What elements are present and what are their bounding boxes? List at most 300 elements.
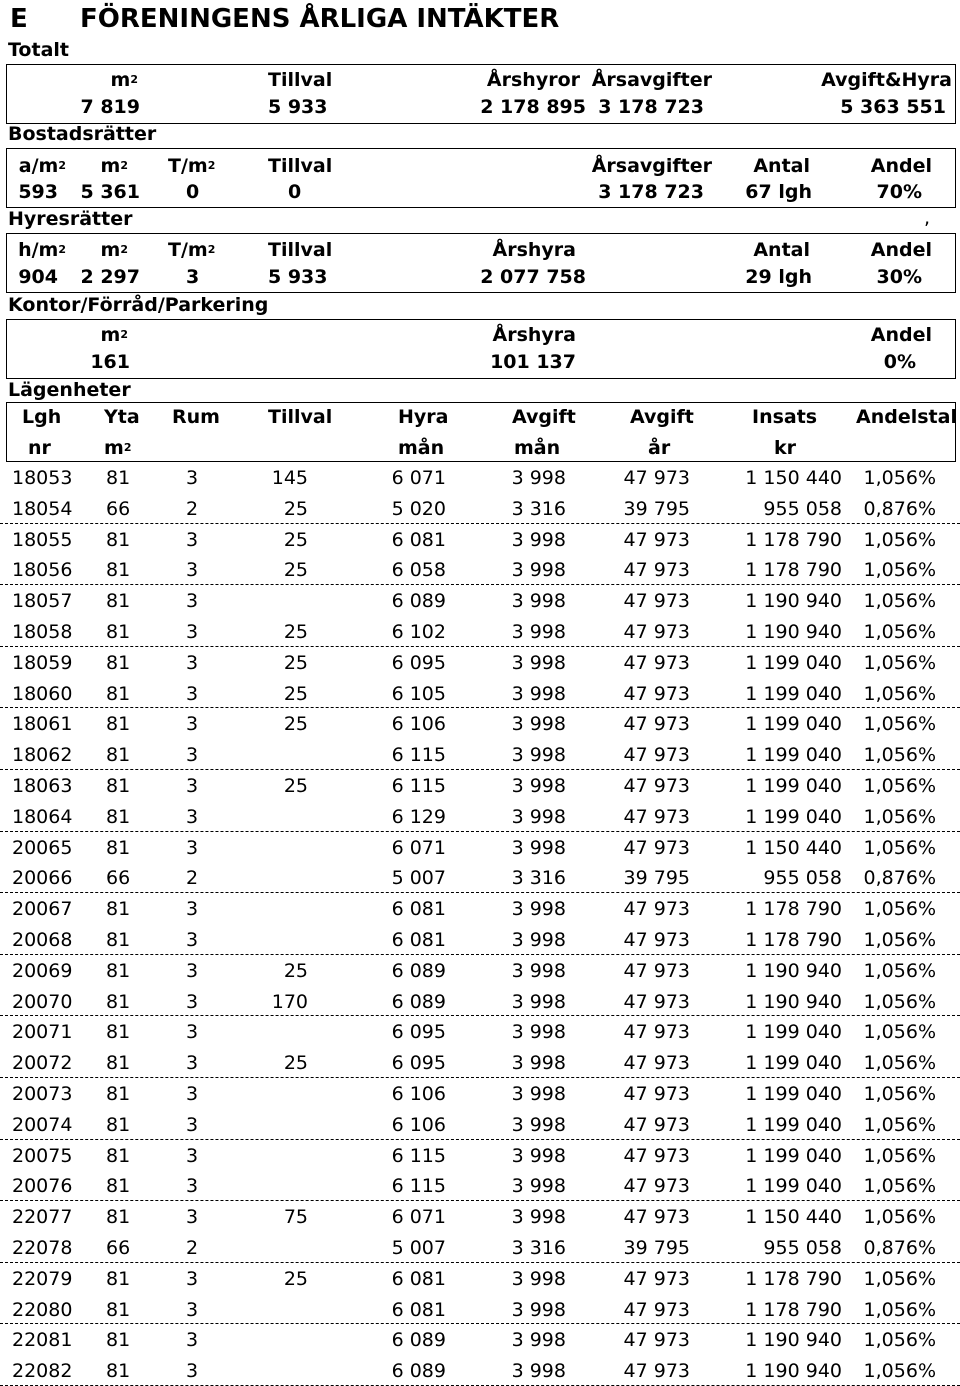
- page-title: FÖRENINGENS ÅRLIGA INTÄKTER: [80, 4, 560, 34]
- table-row: [0, 1324, 960, 1355]
- cell-avgift-man: 3 316: [511, 1236, 566, 1259]
- cell-yta: 81: [106, 620, 131, 643]
- hr-h-tillval: Tillval: [268, 239, 333, 261]
- cell-yta: 66: [106, 1236, 131, 1259]
- cell-rum: 3: [186, 1175, 199, 1198]
- cell-avgift-ar: 47 973: [623, 1021, 690, 1044]
- br-v-andel: 70%: [876, 181, 922, 203]
- cell-hyra: 6 115: [391, 774, 446, 797]
- cell-avgift-man: 3 998: [511, 467, 566, 489]
- cell-insats: 955 058: [763, 497, 842, 520]
- cell-insats: 1 199 040: [745, 1021, 842, 1044]
- cell-insats: 1 199 040: [745, 1082, 842, 1105]
- table-row: [0, 1016, 960, 1047]
- cell-rum: 3: [186, 1144, 199, 1167]
- cell-avgift-ar: 47 973: [623, 1082, 690, 1105]
- cell-lgh-nr: 22078: [12, 1236, 73, 1259]
- cell-lgh-nr: 18058: [12, 620, 73, 643]
- lagenheter-label: Lägenheter: [8, 379, 131, 401]
- bostadsratter-label: Bostadsrätter: [8, 123, 157, 145]
- cell-andelstal: 1,056%: [863, 959, 936, 982]
- cell-andelstal: 1,056%: [863, 467, 936, 489]
- cell-insats: 1 178 790: [745, 528, 842, 551]
- cell-avgift-ar: 47 973: [623, 1144, 690, 1167]
- cell-lgh-nr: 20067: [12, 898, 73, 921]
- cell-avgift-man: 3 316: [511, 867, 566, 890]
- cell-insats: 955 058: [763, 867, 842, 890]
- cell-rum: 3: [186, 528, 199, 551]
- cell-insats: 1 199 040: [745, 651, 842, 674]
- cell-lgh-nr: 22081: [12, 1329, 73, 1352]
- cell-avgift-ar: 47 973: [623, 1052, 690, 1075]
- cell-insats: 1 150 440: [745, 1206, 842, 1229]
- cell-andelstal: 0,876%: [863, 497, 936, 520]
- br-h-andel: Andel: [870, 155, 932, 177]
- table-row: [0, 493, 960, 524]
- cell-lgh-nr: 18054: [12, 497, 73, 520]
- table-row: [0, 1232, 960, 1263]
- cell-rum: 3: [186, 805, 199, 828]
- totalt-h-tillval: Tillval: [268, 69, 333, 91]
- cell-tillval: 25: [283, 528, 308, 551]
- kontor-v-m2: 161: [90, 351, 130, 373]
- cell-tillval: 25: [283, 713, 308, 736]
- cell-lgh-nr: 18057: [12, 590, 73, 613]
- cell-avgift-man: 3 998: [511, 559, 566, 582]
- cell-andelstal: 1,056%: [863, 1175, 936, 1198]
- cell-insats: 1 199 040: [745, 774, 842, 797]
- cell-hyra: 5 020: [391, 497, 446, 520]
- kontor-h-andel: Andel: [870, 324, 932, 346]
- cell-hyra: 5 007: [391, 1236, 446, 1259]
- table-row: [0, 832, 960, 863]
- lgh-h-avgift-man-unit: mån: [514, 437, 561, 459]
- cell-avgift-ar: 47 973: [623, 713, 690, 736]
- cell-andelstal: 1,056%: [863, 836, 936, 859]
- lgh-h-nr: nr: [28, 437, 51, 459]
- table-row: [0, 893, 960, 924]
- table-row: [0, 1140, 960, 1171]
- cell-rum: 3: [186, 682, 199, 705]
- cell-lgh-nr: 22079: [12, 1267, 73, 1290]
- cell-avgift-ar: 47 973: [623, 928, 690, 951]
- table-row: [0, 1170, 960, 1201]
- cell-avgift-man: 3 998: [511, 1329, 566, 1352]
- cell-avgift-man: 3 998: [511, 1052, 566, 1075]
- cell-insats: 1 199 040: [745, 1144, 842, 1167]
- cell-avgift-ar: 47 973: [623, 744, 690, 767]
- summary-header: [0, 0, 960, 462]
- cell-avgift-ar: 47 973: [623, 836, 690, 859]
- cell-avgift-man: 3 998: [511, 990, 566, 1013]
- table-row: [0, 1355, 960, 1386]
- hr-v-hm2: 904: [18, 266, 58, 288]
- br-h-antal: Antal: [753, 155, 810, 177]
- cell-avgift-man: 3 998: [511, 1175, 566, 1198]
- cell-andelstal: 1,056%: [863, 651, 936, 674]
- kontor-h-m2: $m^2$: [100, 324, 128, 346]
- cell-rum: 3: [186, 744, 199, 767]
- table-row: [0, 1294, 960, 1325]
- cell-lgh-nr: 20076: [12, 1175, 73, 1198]
- cell-hyra: 6 115: [391, 1175, 446, 1198]
- cell-andelstal: 1,056%: [863, 1144, 936, 1167]
- cell-andelstal: 0,876%: [863, 1236, 936, 1259]
- cell-yta: 81: [106, 774, 131, 797]
- cell-rum: 3: [186, 1052, 199, 1075]
- hr-v-m2: 2 297: [80, 266, 140, 288]
- cell-insats: 1 150 440: [745, 467, 842, 489]
- cell-avgift-ar: 39 795: [623, 497, 690, 520]
- cell-avgift-man: 3 998: [511, 1113, 566, 1136]
- cell-avgift-ar: 47 973: [623, 651, 690, 674]
- cell-avgift-man: 3 998: [511, 1206, 566, 1229]
- cell-hyra: 6 089: [391, 1329, 446, 1352]
- cell-avgift-man: 3 998: [511, 651, 566, 674]
- br-v-tm2: 0: [186, 181, 200, 203]
- lgh-h-avgift-man: Avgift: [512, 406, 576, 428]
- totalt-v-tillval: 5 933: [268, 96, 328, 118]
- cell-tillval: 25: [283, 774, 308, 797]
- totalt-h-avgifthyra: Avgift&Hyra: [821, 69, 952, 91]
- cell-tillval: 25: [283, 959, 308, 982]
- br-h-tm2: $T/m^2$: [168, 155, 216, 177]
- table-row: [0, 678, 960, 709]
- hr-h-m2: $m^2$: [100, 239, 128, 261]
- totalt-v-m2: 7 819: [80, 96, 140, 118]
- cell-yta: 81: [106, 1113, 131, 1136]
- cell-yta: 81: [106, 713, 131, 736]
- cell-andelstal: 1,056%: [863, 1113, 936, 1136]
- cell-lgh-nr: 20066: [12, 867, 73, 890]
- cell-yta: 81: [106, 1267, 131, 1290]
- cell-insats: 1 190 940: [745, 959, 842, 982]
- cell-avgift-ar: 47 973: [623, 774, 690, 797]
- cell-yta: 81: [106, 1052, 131, 1075]
- cell-avgift-ar: 39 795: [623, 867, 690, 890]
- hyresratter-label: Hyresrätter: [8, 208, 133, 230]
- table-row: [0, 924, 960, 955]
- cell-avgift-man: 3 998: [511, 1360, 566, 1383]
- br-v-am2: 593: [18, 181, 58, 203]
- table-row: [0, 770, 960, 801]
- cell-hyra: 6 095: [391, 1021, 446, 1044]
- cell-tillval: 25: [283, 1267, 308, 1290]
- lgh-h-rum: Rum: [172, 406, 220, 428]
- cell-hyra: 6 081: [391, 528, 446, 551]
- cell-lgh-nr: 20068: [12, 928, 73, 951]
- br-h-arsavgifter: Årsavgifter: [591, 155, 712, 177]
- cell-yta: 81: [106, 528, 131, 551]
- cell-avgift-man: 3 316: [511, 497, 566, 520]
- cell-avgift-ar: 47 973: [623, 682, 690, 705]
- cell-insats: 1 199 040: [745, 805, 842, 828]
- cell-andelstal: 1,056%: [863, 620, 936, 643]
- hr-h-antal: Antal: [753, 239, 810, 261]
- br-h-m2: $m^2$: [100, 155, 128, 177]
- cell-andelstal: 1,056%: [863, 1206, 936, 1229]
- cell-hyra: 6 106: [391, 1113, 446, 1136]
- cell-insats: 1 178 790: [745, 928, 842, 951]
- cell-andelstal: 0,876%: [863, 867, 936, 890]
- cell-hyra: 6 129: [391, 805, 446, 828]
- cell-yta: 81: [106, 959, 131, 982]
- cell-lgh-nr: 18059: [12, 651, 73, 674]
- cell-hyra: 6 071: [391, 1206, 446, 1229]
- cell-yta: 81: [106, 1021, 131, 1044]
- cell-avgift-man: 3 998: [511, 528, 566, 551]
- cell-andelstal: 1,056%: [863, 774, 936, 797]
- cell-insats: 1 199 040: [745, 744, 842, 767]
- cell-hyra: 6 058: [391, 559, 446, 582]
- lgh-h-andelstal: Andelstal: [856, 406, 957, 428]
- cell-yta: 81: [106, 805, 131, 828]
- cell-hyra: 6 089: [391, 1360, 446, 1383]
- cell-yta: 81: [106, 467, 131, 489]
- totalt-v-arshyror: 2 178 895: [480, 96, 586, 118]
- cell-hyra: 6 115: [391, 1144, 446, 1167]
- cell-insats: 1 190 940: [745, 590, 842, 613]
- bostadsratter-box: [6, 148, 956, 208]
- cell-lgh-nr: 20070: [12, 990, 73, 1013]
- cell-andelstal: 1,056%: [863, 805, 936, 828]
- totalt-v-arsavgifter: 3 178 723: [598, 96, 704, 118]
- kontor-h-arshyra: Årshyra: [492, 324, 576, 346]
- table-row: [0, 801, 960, 832]
- hr-v-antal: 29 lgh: [745, 266, 812, 288]
- cell-rum: 3: [186, 959, 199, 982]
- cell-yta: 66: [106, 867, 131, 890]
- totalt-h-arsavgifter: Årsavgifter: [591, 69, 712, 91]
- table-row: [0, 1201, 960, 1232]
- cell-andelstal: 1,056%: [863, 1082, 936, 1105]
- cell-avgift-man: 3 998: [511, 1267, 566, 1290]
- cell-rum: 3: [186, 898, 199, 921]
- cell-avgift-ar: 39 795: [623, 1236, 690, 1259]
- cell-avgift-ar: 47 973: [623, 990, 690, 1013]
- cell-hyra: 6 081: [391, 1298, 446, 1321]
- cell-yta: 81: [106, 651, 131, 674]
- lgh-h-avgift-ar-unit: år: [648, 437, 671, 459]
- cell-avgift-ar: 47 973: [623, 1267, 690, 1290]
- cell-yta: 81: [106, 682, 131, 705]
- cell-insats: 1 190 940: [745, 990, 842, 1013]
- totalt-label: Totalt: [8, 39, 69, 61]
- cell-avgift-man: 3 998: [511, 590, 566, 613]
- table-row: [0, 462, 960, 493]
- cell-lgh-nr: 18060: [12, 682, 73, 705]
- cell-tillval: 75: [283, 1206, 308, 1229]
- cell-insats: 1 199 040: [745, 1052, 842, 1075]
- cell-lgh-nr: 18055: [12, 528, 73, 551]
- cell-hyra: 6 106: [391, 1082, 446, 1105]
- table-row: [0, 585, 960, 616]
- cell-lgh-nr: 20065: [12, 836, 73, 859]
- cell-rum: 3: [186, 1329, 199, 1352]
- cell-andelstal: 1,056%: [863, 744, 936, 767]
- cell-hyra: 6 081: [391, 898, 446, 921]
- br-v-antal: 67 lgh: [745, 181, 812, 203]
- cell-avgift-man: 3 998: [511, 898, 566, 921]
- cell-avgift-ar: 47 973: [623, 467, 690, 489]
- cell-lgh-nr: 18053: [12, 467, 73, 489]
- cell-andelstal: 1,056%: [863, 1021, 936, 1044]
- cell-avgift-man: 3 998: [511, 1082, 566, 1105]
- section-letter: E: [10, 4, 28, 34]
- cell-tillval: 25: [283, 682, 308, 705]
- cell-yta: 81: [106, 1144, 131, 1167]
- cell-yta: 81: [106, 898, 131, 921]
- cell-yta: 81: [106, 1329, 131, 1352]
- cell-lgh-nr: 18063: [12, 774, 73, 797]
- cell-rum: 3: [186, 1206, 199, 1229]
- cell-insats: 1 190 940: [745, 620, 842, 643]
- hr-h-andel: Andel: [870, 239, 932, 261]
- cell-lgh-nr: 22082: [12, 1360, 73, 1383]
- table-row: [0, 1047, 960, 1078]
- apartment-table: [0, 462, 960, 1386]
- cell-andelstal: 1,056%: [863, 713, 936, 736]
- cell-tillval: 25: [283, 559, 308, 582]
- cell-avgift-man: 3 998: [511, 1298, 566, 1321]
- cell-avgift-ar: 47 973: [623, 620, 690, 643]
- kontor-box: [6, 319, 956, 379]
- cell-rum: 2: [186, 867, 199, 890]
- cell-andelstal: 1,056%: [863, 1267, 936, 1290]
- cell-andelstal: 1,056%: [863, 928, 936, 951]
- lgh-h-tillval: Tillval: [268, 406, 333, 428]
- cell-yta: 81: [106, 1298, 131, 1321]
- hr-h-arshyra: Årshyra: [492, 239, 576, 261]
- lgh-h-m2: $m^2$: [104, 437, 132, 459]
- cell-avgift-man: 3 998: [511, 713, 566, 736]
- cell-andelstal: 1,056%: [863, 1298, 936, 1321]
- table-row: [0, 1263, 960, 1294]
- cell-tillval: 25: [283, 620, 308, 643]
- cell-hyra: 6 071: [391, 467, 446, 489]
- cell-avgift-man: 3 998: [511, 1144, 566, 1167]
- br-v-arsavgifter: 3 178 723: [598, 181, 704, 203]
- cell-avgift-man: 3 998: [511, 682, 566, 705]
- cell-hyra: 6 089: [391, 990, 446, 1013]
- cell-lgh-nr: 20074: [12, 1113, 73, 1136]
- cell-hyra: 6 115: [391, 744, 446, 767]
- cell-avgift-ar: 47 973: [623, 959, 690, 982]
- cell-avgift-ar: 47 973: [623, 805, 690, 828]
- cell-hyra: 6 095: [391, 1052, 446, 1075]
- cell-rum: 3: [186, 1113, 199, 1136]
- table-row: [0, 739, 960, 770]
- hr-v-tillval: 5 933: [268, 266, 328, 288]
- totalt-h-arshyror: Årshyror: [486, 69, 580, 91]
- cell-avgift-ar: 47 973: [623, 590, 690, 613]
- cell-avgift-ar: 47 973: [623, 528, 690, 551]
- cell-andelstal: 1,056%: [863, 1360, 936, 1383]
- table-row: [0, 554, 960, 585]
- lgh-h-lgh: Lgh: [22, 406, 62, 428]
- lgh-h-insats: Insats: [752, 406, 818, 428]
- cell-yta: 81: [106, 590, 131, 613]
- lgh-h-avgift-ar: Avgift: [630, 406, 694, 428]
- cell-hyra: 6 105: [391, 682, 446, 705]
- cell-rum: 3: [186, 1298, 199, 1321]
- cell-hyra: 6 095: [391, 651, 446, 674]
- cell-yta: 81: [106, 559, 131, 582]
- lgh-h-hyra: Hyra: [398, 406, 449, 428]
- cell-insats: 1 190 940: [745, 1329, 842, 1352]
- cell-yta: 81: [106, 990, 131, 1013]
- cell-rum: 3: [186, 590, 199, 613]
- lgh-h-yta: Yta: [104, 406, 140, 428]
- cell-yta: 81: [106, 1175, 131, 1198]
- cell-lgh-nr: 20072: [12, 1052, 73, 1075]
- cell-andelstal: 1,056%: [863, 590, 936, 613]
- cell-avgift-ar: 47 973: [623, 1113, 690, 1136]
- hyresratter-comma: ,: [923, 207, 930, 229]
- table-row: [0, 708, 960, 739]
- cell-hyra: 5 007: [391, 867, 446, 890]
- cell-tillval: 25: [283, 651, 308, 674]
- cell-lgh-nr: 22080: [12, 1298, 73, 1321]
- cell-hyra: 6 081: [391, 928, 446, 951]
- cell-lgh-nr: 22077: [12, 1206, 73, 1229]
- table-row: [0, 955, 960, 986]
- cell-avgift-ar: 47 973: [623, 1298, 690, 1321]
- cell-insats: 1 178 790: [745, 1298, 842, 1321]
- br-v-m2: 5 361: [80, 181, 140, 203]
- cell-hyra: 6 089: [391, 959, 446, 982]
- cell-insats: 1 199 040: [745, 1175, 842, 1198]
- cell-lgh-nr: 18056: [12, 559, 73, 582]
- cell-rum: 3: [186, 713, 199, 736]
- cell-avgift-man: 3 998: [511, 744, 566, 767]
- cell-insats: 1 178 790: [745, 559, 842, 582]
- cell-yta: 81: [106, 1206, 131, 1229]
- cell-rum: 3: [186, 774, 199, 797]
- cell-rum: 3: [186, 1082, 199, 1105]
- cell-insats: 1 199 040: [745, 713, 842, 736]
- cell-rum: 3: [186, 559, 199, 582]
- table-row: [0, 862, 960, 893]
- cell-lgh-nr: 20071: [12, 1021, 73, 1044]
- cell-insats: 1 199 040: [745, 682, 842, 705]
- cell-avgift-man: 3 998: [511, 620, 566, 643]
- cell-rum: 3: [186, 1267, 199, 1290]
- br-v-tillval: 0: [288, 181, 302, 203]
- cell-tillval: 25: [283, 497, 308, 520]
- cell-rum: 3: [186, 990, 199, 1013]
- totalt-h-m2: $m^2$: [110, 69, 138, 91]
- table-row: [0, 1078, 960, 1109]
- hr-h-hm2: $h/m^2$: [18, 239, 66, 261]
- cell-avgift-ar: 47 973: [623, 1206, 690, 1229]
- hr-v-andel: 30%: [876, 266, 922, 288]
- cell-insats: 1 190 940: [745, 1360, 842, 1383]
- cell-rum: 2: [186, 1236, 199, 1259]
- cell-rum: 3: [186, 1360, 199, 1383]
- table-row: [0, 616, 960, 647]
- cell-lgh-nr: 18061: [12, 713, 73, 736]
- lgh-h-insats-kr: kr: [774, 437, 797, 459]
- lgh-h-hyra-man: mån: [398, 437, 445, 459]
- cell-avgift-ar: 47 973: [623, 898, 690, 921]
- cell-andelstal: 1,056%: [863, 682, 936, 705]
- kontor-v-andel: 0%: [883, 351, 916, 373]
- hr-v-arshyra: 2 077 758: [480, 266, 586, 288]
- br-h-am2: $a/m^2$: [18, 155, 66, 177]
- kontor-label: Kontor/Förråd/Parkering: [8, 294, 269, 316]
- cell-insats: 955 058: [763, 1236, 842, 1259]
